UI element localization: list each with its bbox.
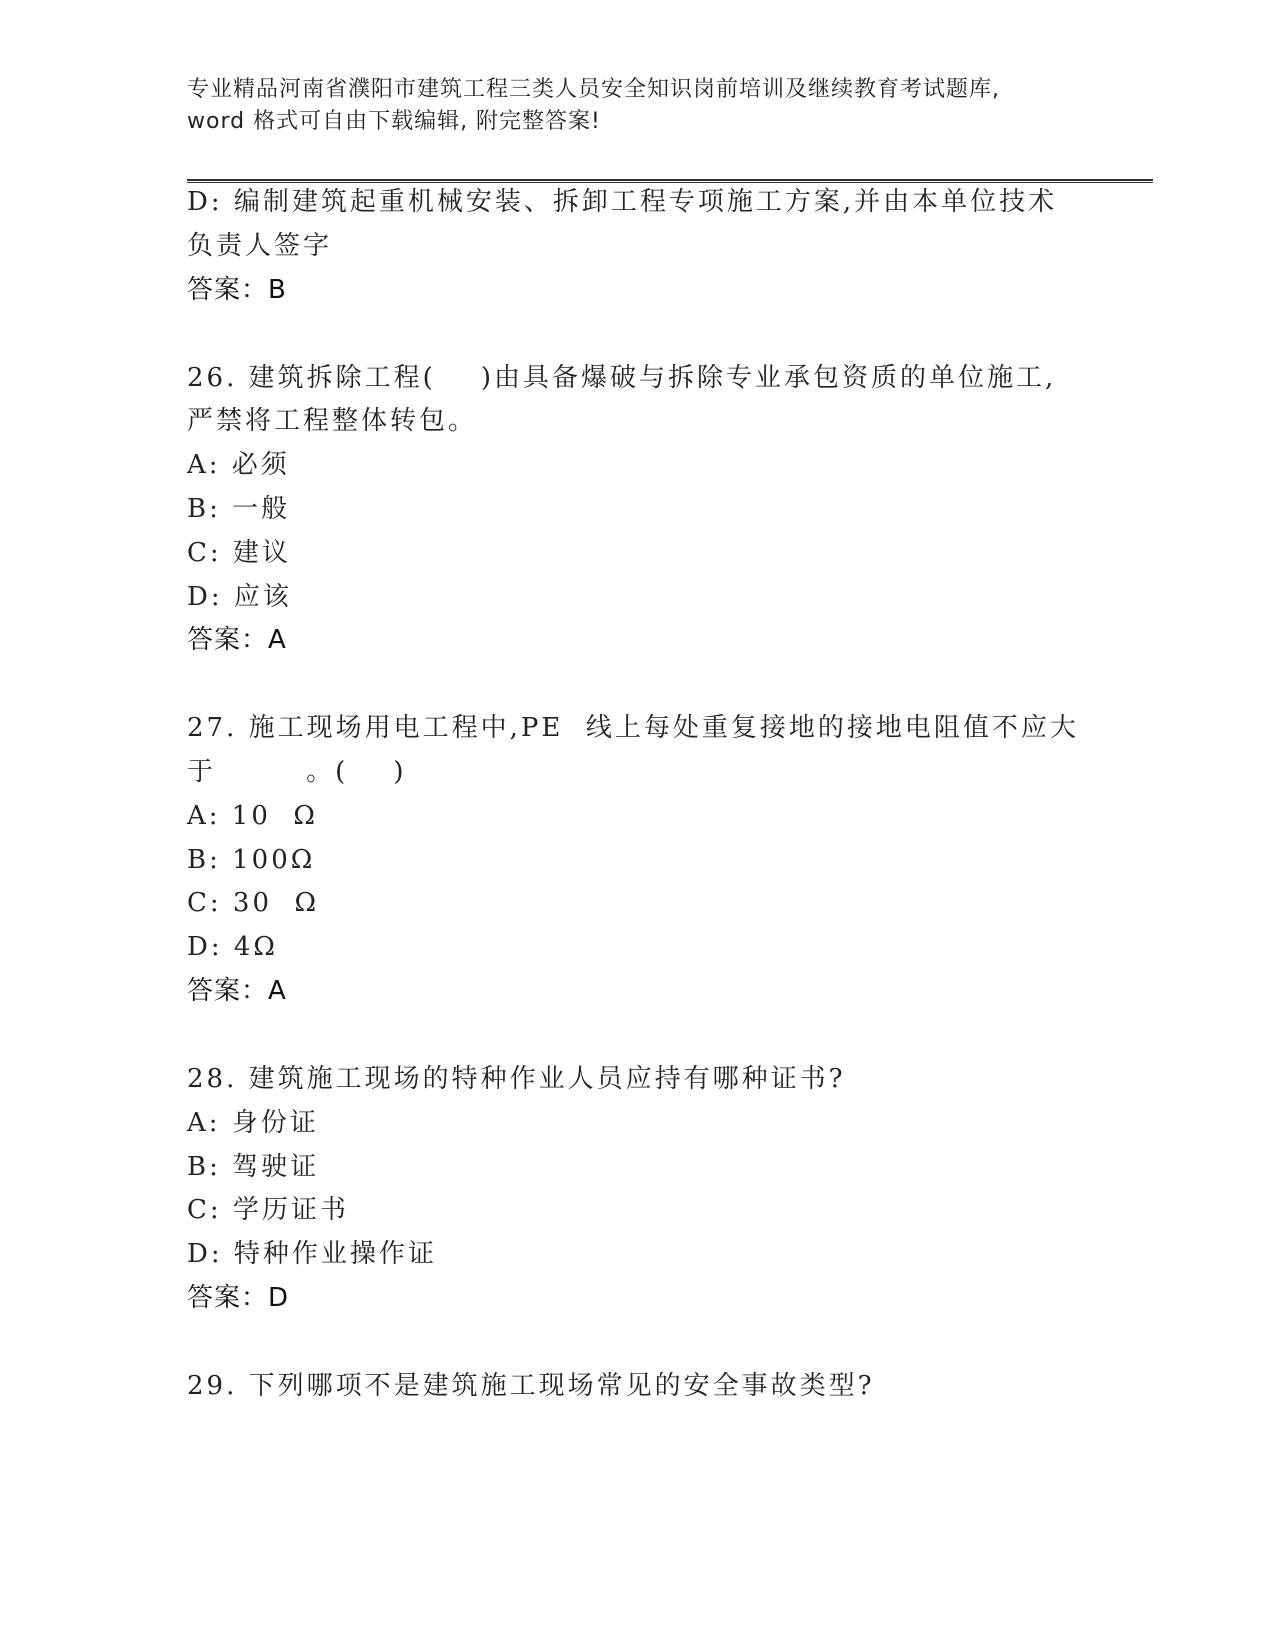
q27-option-a: A: 10 Ω bbox=[187, 801, 318, 831]
q26-option-b: B: 一般 bbox=[187, 494, 291, 524]
q27-option-c: C: 30 Ω bbox=[187, 888, 320, 918]
q28-option-b: B: 驾驶证 bbox=[187, 1152, 320, 1182]
q26-answer: 答案：A bbox=[187, 625, 287, 655]
q25-answer: 答案：B bbox=[187, 275, 287, 305]
q27-answer: 答案：A bbox=[187, 976, 287, 1006]
q28-answer: 答案：D bbox=[187, 1283, 290, 1313]
q26-option-c: C: 建议 bbox=[187, 538, 291, 568]
page-header bbox=[187, 74, 1087, 138]
q27-option-b: B: 100Ω bbox=[187, 845, 316, 875]
q28-option-d: D: 特种作业操作证 bbox=[187, 1239, 437, 1269]
header-title-line-2: word 格式可自由下载编辑, 附完整答案! bbox=[187, 109, 601, 134]
q25-option-d-line-1: D: 编制建筑起重机械安装、拆卸工程专项施工方案,并由本单位技术 bbox=[187, 187, 1058, 217]
q26-stem-line-2: 严禁将工程整体转包。 bbox=[187, 406, 478, 436]
q29-stem-line-1: 29. 下列哪项不是建筑施工现场常见的安全事故类型? bbox=[187, 1371, 875, 1401]
q26-option-d: D: 应该 bbox=[187, 582, 292, 612]
q28-stem-line-1: 28. 建筑施工现场的特种作业人员应持有哪种证书? bbox=[187, 1064, 846, 1094]
q26-stem-line-1: 26. 建筑拆除工程( )由具备爆破与拆除专业承包资质的单位施工, bbox=[187, 363, 1057, 393]
q27-stem-line-1: 27. 施工现场用电工程中,PE 线上每处重复接地的接地电阻值不应大 bbox=[187, 713, 1079, 743]
header-divider bbox=[187, 179, 1153, 183]
q26-option-a: A: 必须 bbox=[187, 450, 290, 480]
q27-stem-line-2: 于 。( ) bbox=[187, 757, 407, 787]
q25-option-d-line-2: 负责人签字 bbox=[187, 231, 333, 261]
header-title-line-1: 专业精品河南省濮阳市建筑工程三类人员安全知识岗前培训及继续教育考试题库, bbox=[187, 77, 1000, 102]
q27-option-d: D: 4Ω bbox=[187, 932, 278, 962]
q28-option-a: A: 身份证 bbox=[187, 1108, 319, 1138]
q28-option-c: C: 学历证书 bbox=[187, 1195, 349, 1225]
